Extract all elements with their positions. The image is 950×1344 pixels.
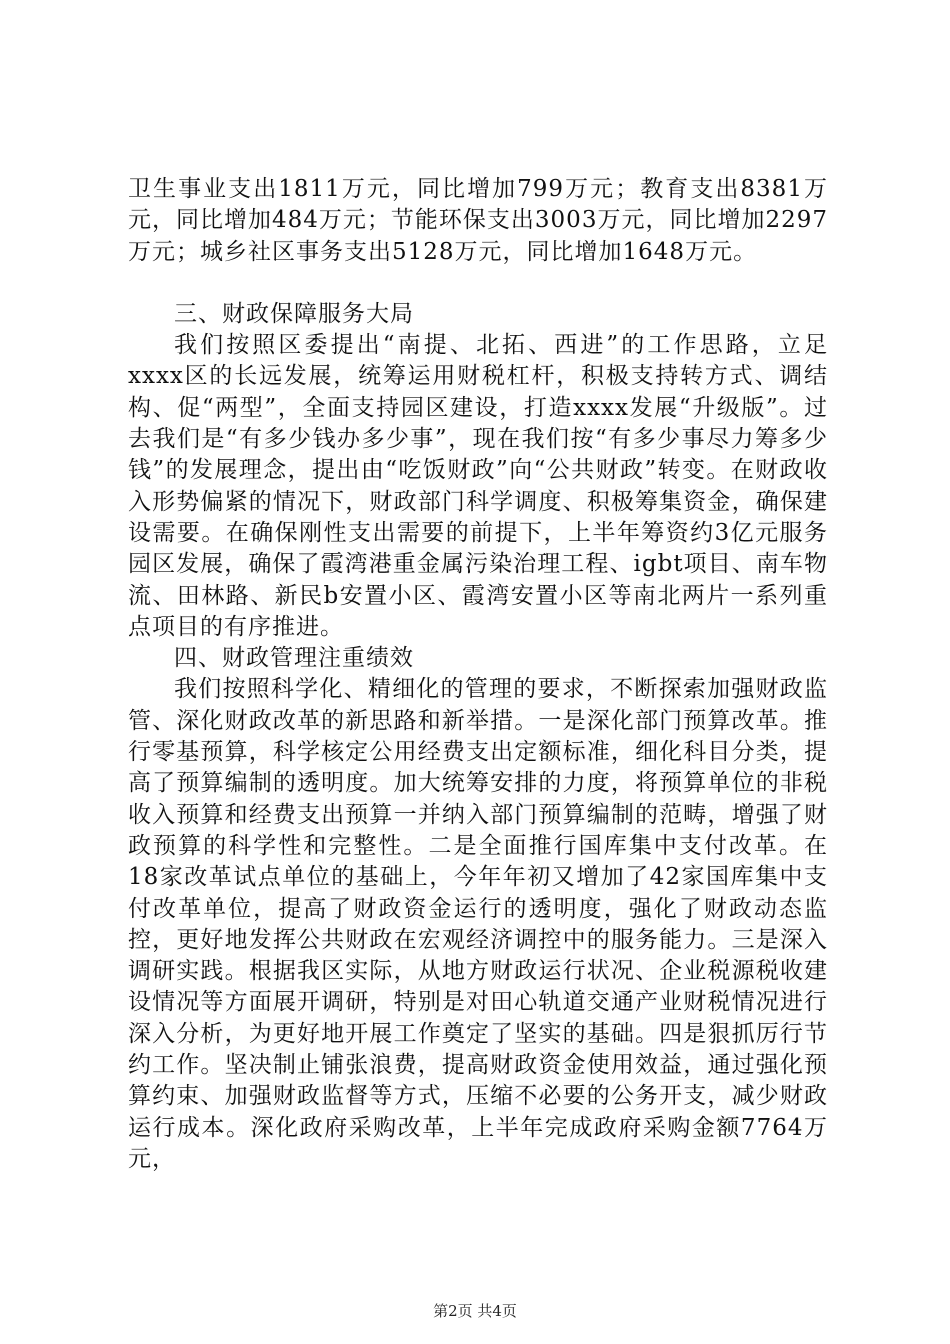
paragraph-gap (128, 268, 828, 299)
section-heading-4: 四、财政管理注重绩效 (174, 645, 414, 672)
document-body (128, 174, 828, 1175)
section-heading-3: 三、财政保障服务大局 (174, 300, 414, 327)
paragraph-expenditures: 卫生事业支出1811万元，同比增加799万元；教育支出8381万元，同比增加484万元；节能环保支出3003万元，同比增加2297万元；城乡社区事务支出5128万元，同比增加1648万元。 (128, 176, 828, 265)
page-number-footer: 第2页 共4页 (433, 1302, 517, 1320)
paragraph-section-4: 我们按照科学化、精细化的管理的要求，不断探索加强财政监管、深化财政改革的新思路和新举措。一是深化部门预算改革。推行零基预算，科学核定公用经费支出定额标准，细化科目分类，提高了预算编制的透明度。加大统筹安排的力度，将预算单位的非税收入预算和经费支出预算一并纳入部门预算编制的范畴，增强了财政预算的科学性和完整性。二是全面推行国库集中支付改革。在18家改革试点单位的基础上，今年年初又增加了42家国库集中支付改革单位，提高了财政资金运行的透明度，强化了财政动态监控，更好地发挥公共财政在宏观经济调控中的服务能力。三是深入调研实践。根据我区实际，从地方财政运行状况、企业税源税收建设情况等方面展开调研，特别是对田心轨道交通产业财税情况进行深入分析，为更好地开展工作奠定了坚实的基础。四是狠抓厉行节约工作。坚决制止铺张浪费，提高财政资金使用效益，通过强化预算约束、加强财政监督等方式，压缩不必要的公务开支，减少财政运行成本。深化政府采购改革，上半年完成政府采购金额7764万元， (128, 676, 828, 1172)
paragraph-section-3: 我们按照区委提出“南提、北拓、西进”的工作思路，立足xxxx区的长远发展，统筹运用财税杠杆，积极支持转方式、调结构、促“两型”，全面支持园区建设，打造xxxx发展“升级版”。过去我们是“有多少钱办多少事”，现在我们按“有多少事尽力筹多少钱”的发展理念，提出由“吃饭财政”向“公共财政”转变。在财政收入形势偏紧的情况下，财政部门科学调度、积极筹集资金，确保建设需要。在确保刚性支出需要的前提下，上半年筹资约3亿元服务园区发展，确保了霞湾港重金属污染治理工程、igbt项目、南车物流、田林路、新民b安置小区、霞湾安置小区等南北两片一系列重点项目的有序推进。 (128, 332, 828, 640)
